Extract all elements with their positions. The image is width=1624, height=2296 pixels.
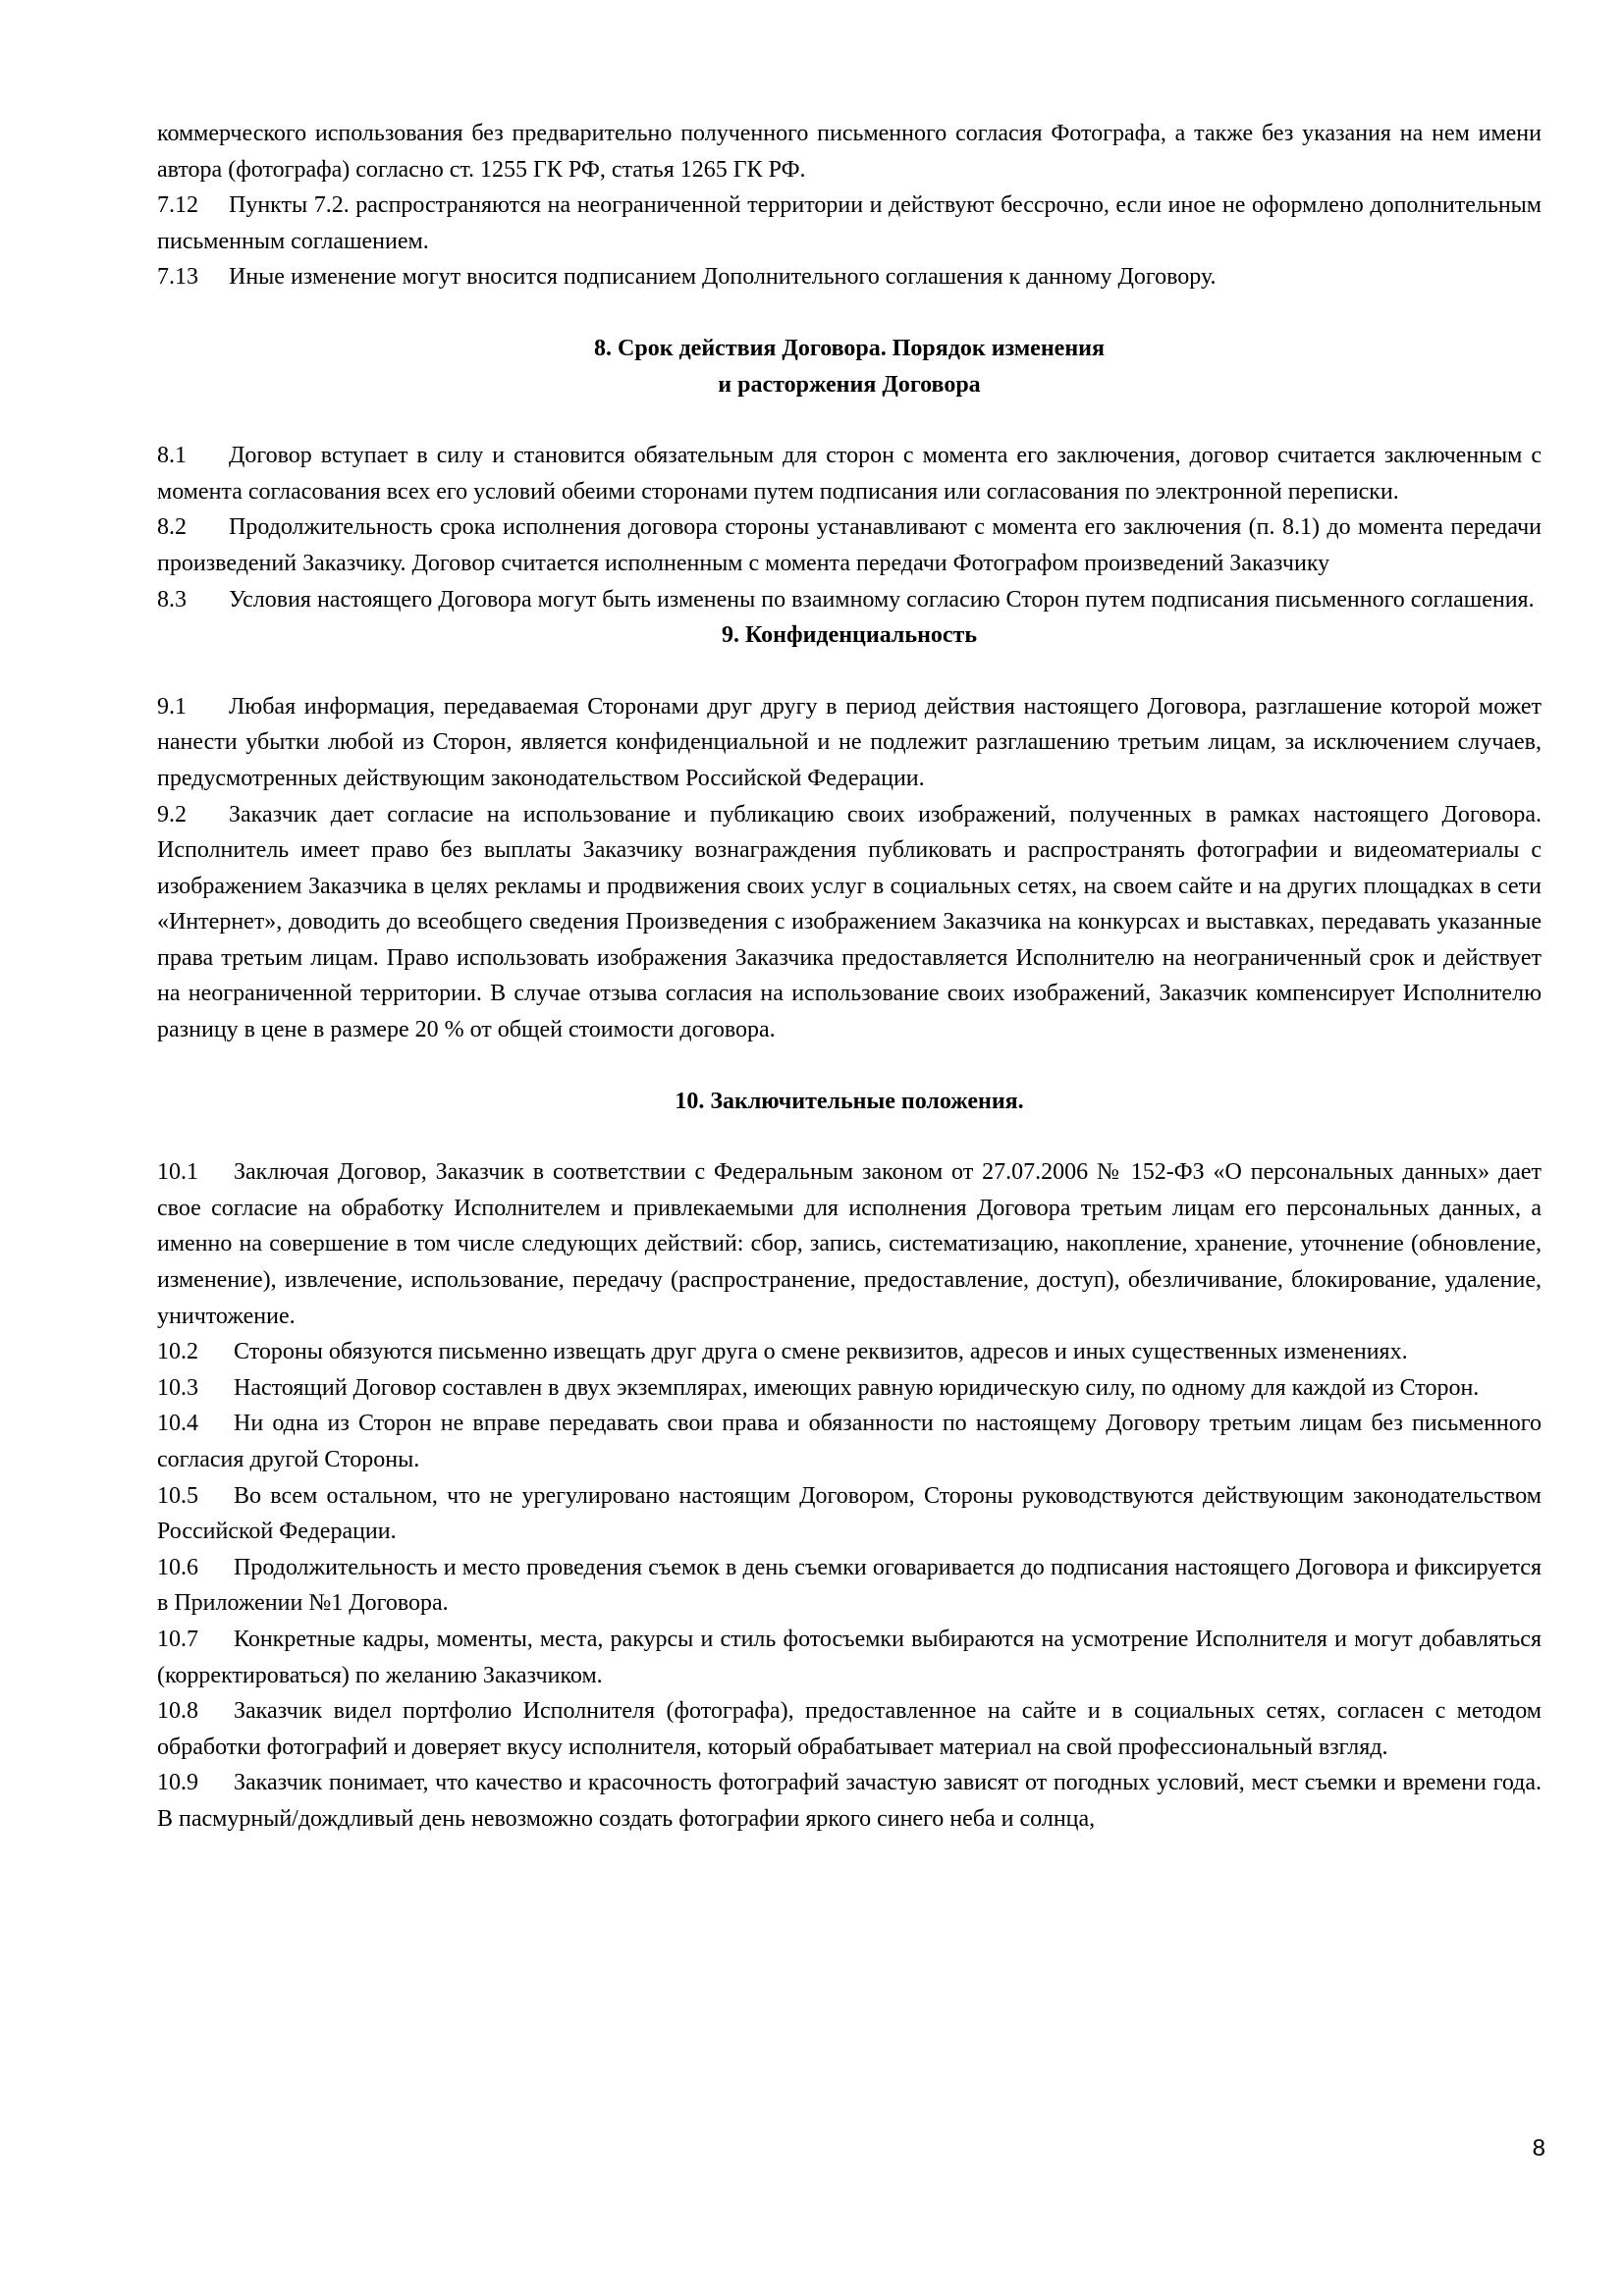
clause-text: Условия настоящего Договора могут быть изменены по взаимному согласию Сторон путем подписания письменного соглашения. xyxy=(229,586,1535,613)
clause-8-3 xyxy=(157,582,1542,618)
section-8-heading xyxy=(157,331,1542,402)
clause-text: Иные изменение могут вносится подписанием Дополнительного соглашения к данному Договору. xyxy=(229,264,1217,291)
clause-number: 9.1 xyxy=(157,693,187,720)
section-8-title-line1: 8. Срок действия Договора. Порядок изменения xyxy=(594,335,1105,361)
clause-number: 7.12 xyxy=(157,192,198,219)
clause-text: Стороны обязуются письменно извещать друг друга о смене реквизитов, адресов и иных существенных изменениях. xyxy=(234,1339,1408,1365)
spacer xyxy=(157,1048,1542,1084)
section-10-heading: 10. Заключительные положения. xyxy=(675,1088,1024,1114)
clause-7-13 xyxy=(157,259,1542,295)
clause-text: Настоящий Договор составлен в двух экземплярах, имеющих равную юридическую силу, по одному для каждой из Сторон. xyxy=(234,1374,1480,1401)
clause-number: 8.1 xyxy=(157,443,187,469)
clause-number: 8.3 xyxy=(157,586,187,613)
clause-text: Заказчик дает согласие на использование и публикацию своих изображений, полученных в рамках настоящего Договора. Исполнитель имеет право без выплаты Заказчику вознаграждения публиковать и распространять фотографии и видеоматериалы с изображением Заказчика в целях рекламы и продвижения своих услуг в социальных сетях, на своем сайте и на других площадках в сети «Интернет», доводить до всеобщего сведения Произведения с изображением Заказчика на конкурсах и выставках, передавать указанные права третьим лицам. Право использовать изображения Заказчика предоставляется Исполнителю на неограниченный срок и действует на неограниченной территории. В случае отзыва согласия на использование своих изображений, Заказчик компенсирует Исполнителю разницу в цене в размере 20 % от общей стоимости договора. xyxy=(157,801,1542,1043)
clause-text: Продолжительность срока исполнения договора стороны устанавливают с момента его заключения (п. 8.1) до момента передачи произведений Заказчику. Договор считается исполненным с момента передачи Фотографом произведений Заказчику xyxy=(157,514,1542,576)
clause-10-3 xyxy=(157,1370,1542,1407)
clause-10-1 xyxy=(157,1154,1542,1334)
clause-text: Заключая Договор, Заказчик в соответствии с Федеральным законом от 27.07.2006 № 152-ФЗ «О персональных данных» дает свое согласие на обработку Исполнителем и привлекаемыми для исполнения Договора третьим лицам его персональных данных, а именно на совершение в том числе следующих действий: сбор, запись, систематизацию, накопление, хранение, уточнение (обновление, изменение), извлечение, использование, передачу (распространение, предоставление, доступ), обезличивание, блокирование, удаление, уничтожение. xyxy=(157,1159,1542,1329)
spacer xyxy=(157,1119,1542,1154)
clause-8-2 xyxy=(157,509,1542,581)
clause-number: 10.8 xyxy=(157,1698,198,1725)
clause-8-1 xyxy=(157,438,1542,509)
clause-number: 9.2 xyxy=(157,801,187,828)
clause-10-6 xyxy=(157,1550,1542,1622)
clause-10-8 xyxy=(157,1693,1542,1765)
clause-7-12 xyxy=(157,187,1542,259)
clause-number: 10.7 xyxy=(157,1626,198,1652)
clause-text: Конкретные кадры, моменты, места, ракурсы и стиль фотосъемки выбираются на усмотрение Исполнителя и могут добавляться (корректироваться) по желанию Заказчиком. xyxy=(157,1626,1542,1688)
clause-10-4 xyxy=(157,1406,1542,1477)
clause-text: Заказчик понимает, что качество и красочность фотографий зачастую зависят от погодных условий, мест съемки и времени года. В пасмурный/дождливый день невозможно создать фотографии яркого синего неба и солнца, xyxy=(157,1770,1542,1832)
clause-text: Ни одна из Сторон не вправе передавать свои права и обязанности по настоящему Договору третьим лицам без письменного согласия другой Стороны. xyxy=(157,1411,1542,1472)
clause-9-1 xyxy=(157,689,1542,797)
clause-text: Пункты 7.2. распространяются на неограниченной территории и действуют бессрочно, если иное не оформлено дополнительным письменным соглашением. xyxy=(157,192,1542,254)
clause-text: Договор вступает в силу и становится обязательным для сторон с момента его заключения, договор считается заключенным с момента согласования всех его условий обеими сторонами путем подписания или согласования по электронной переписки. xyxy=(157,443,1542,505)
clause-text: Во всем остальном, что не урегулировано настоящим Договором, Стороны руководствуются действующим законодательством Российской Федерации. xyxy=(157,1482,1542,1545)
clause-number: 7.13 xyxy=(157,264,198,291)
intro-continuation: коммерческого использования без предварительно полученного письменного согласия Фотографа, а также без указания на нем имени автора (фотографа) согласно ст. 1255 ГК РФ, статья 1265 ГК РФ. xyxy=(157,121,1542,183)
clause-number: 10.2 xyxy=(157,1339,198,1365)
clause-10-2 xyxy=(157,1334,1542,1370)
spacer xyxy=(157,295,1542,331)
clause-number: 10.5 xyxy=(157,1482,198,1509)
document-body xyxy=(157,116,1542,1838)
clause-number: 10.1 xyxy=(157,1159,198,1186)
clause-number: 10.6 xyxy=(157,1554,198,1580)
clause-number: 8.2 xyxy=(157,514,187,541)
clause-10-5 xyxy=(157,1478,1542,1550)
clause-text: Продолжительность и место проведения съемок в день съемки оговаривается до подписания настоящего Договора и фиксируется в Приложении №1 Договора. xyxy=(157,1554,1542,1617)
clause-number: 10.9 xyxy=(157,1770,198,1796)
clause-10-9 xyxy=(157,1765,1542,1837)
clause-10-7 xyxy=(157,1622,1542,1693)
clause-text: Любая информация, передаваемая Сторонами друг другу в период действия настоящего Договора, разглашение которой может нанести убытки любой из Сторон, является конфиденциальной и не подлежит разглашению третьим лицам, за исключением случаев, предусмотренных действующим законодательством Российской Федерации. xyxy=(157,693,1542,791)
clause-text: Заказчик видел портфолио Исполнителя (фотографа), предоставленное на сайте и в социальных сетях, согласен с методом обработки фотографий и доверяет вкусу исполнителя, который обрабатывает материал на свой профессиональный взгляд. xyxy=(157,1698,1542,1760)
section-8-title-line2: и расторжения Договора xyxy=(718,371,981,398)
spacer xyxy=(157,654,1542,689)
section-9-heading: 9. Конфиденциальность xyxy=(721,622,978,649)
spacer xyxy=(157,402,1542,438)
clause-number: 10.4 xyxy=(157,1411,198,1437)
page-number: 8 xyxy=(1532,2135,1545,2162)
clause-number: 10.3 xyxy=(157,1374,198,1401)
clause-9-2 xyxy=(157,797,1542,1048)
